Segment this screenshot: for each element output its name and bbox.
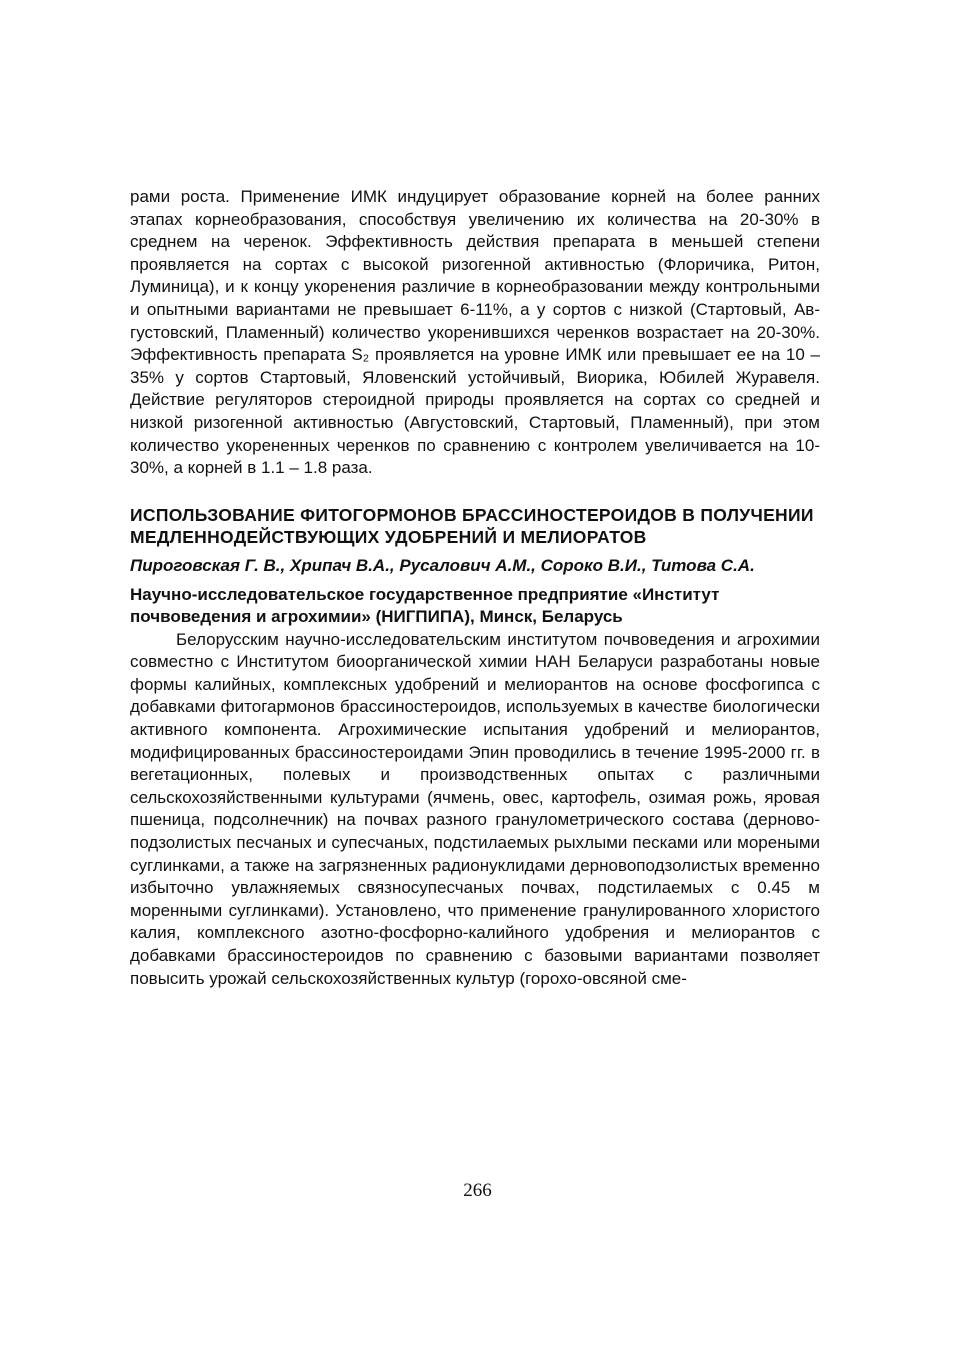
body-paragraph: Белорусским научно-исследовательским институтом почвоведения и агрохимии совместно с Институтом биоорганической химии НАН Беларуси разработаны новые формы калийных, комплексных удобрений и мелиорантов на основе фосфогипса с добавками фитогармонов брассиностероидов, используемых в качестве биологически активного компонента. Агрохимические испытания удобрений и мелиорантов, модифицированных брассиностероидами Эпин проводились в течение 1995-2000 гг. в вегетационных, полевых и производственных опытах с различными сельскохозяйственными культурами (ячмень, овес, картофель, озимая рожь, яровая пшеница, подсолнечник) на почвах разного гранулометрического состава (дерново-подзолистых песчаных и супесчаных, подстилаемых рыхлыми песками или мореными суглинками, а также на загрязненных радионуклидами дерновоподзолистых временно избыточно увлажняемых связносупесчаных почвах, подстилаемых с 0.45 м моренными суглинками). Установлено, что применение гранулированного хлористого калия, комплексного азотно-фосфорно-калийного удобрения и мелиорантов с добавками брассиностероидов по сравнению с базовыми вариантами позволяет повысить урожай сельскохозяйственных культур (горохо-овсяной сме- [130, 629, 820, 988]
article-title: ИСПОЛЬЗОВАНИЕ ФИТОГОРМОНОВ БРАССИНОСТЕРОИДОВ В ПОЛУЧЕНИИ МЕДЛЕННОДЕЙСТВУЮЩИХ УДОБРЕНИЙ И МЕЛИОРАТОВ [130, 504, 814, 548]
page-content [130, 186, 820, 990]
article-authors: Пироговская Г. В., Хрипач В.А., Русалович А.М., Сороко В.И., Титова С.А. [130, 555, 755, 575]
page-number: 266 [463, 1180, 492, 1201]
continuation-paragraph: рами роста. Применение ИМК индуцирует образование корней на более ранних этапах корнеобразования, способствуя увеличению их количества на 20-30% в среднем на черенок. Эффективность действия препарата в меньшей степени проявляется на сортах с высокой ризогенной активностью (Флоричика, Ритон, Луминица), и к концу укоренения различие в корнеобразовании между контрольными и опытными вариантами не превышает 6-11%, а у сортов с низкой (Стартовый, Августовский, Пламенный) количество укоренившихся черенков возрастает на 20-30%. Эффективность препарата S₂ проявляется на уровне ИМК или превышает ее на 10 – 35% у сортов Стартовый, Яловенский устойчивый, Виорика, Юбилей Журавеля. Действие регуляторов стероидной природы проявляется на сортах со средней и низкой ризогенной активностью (Августовский, Стартовый, Пламенный), при этом количество укорененных черенков по сравнению с контролем увеличивается на 10-30%, а корней в 1.1 – 1.8 раза. [130, 187, 820, 478]
article-affiliation: Научно-исследовательское государственное предприятие «Институт почвоведения и агрохимии» (НИГПИПА), Минск, Беларусь [130, 584, 720, 627]
